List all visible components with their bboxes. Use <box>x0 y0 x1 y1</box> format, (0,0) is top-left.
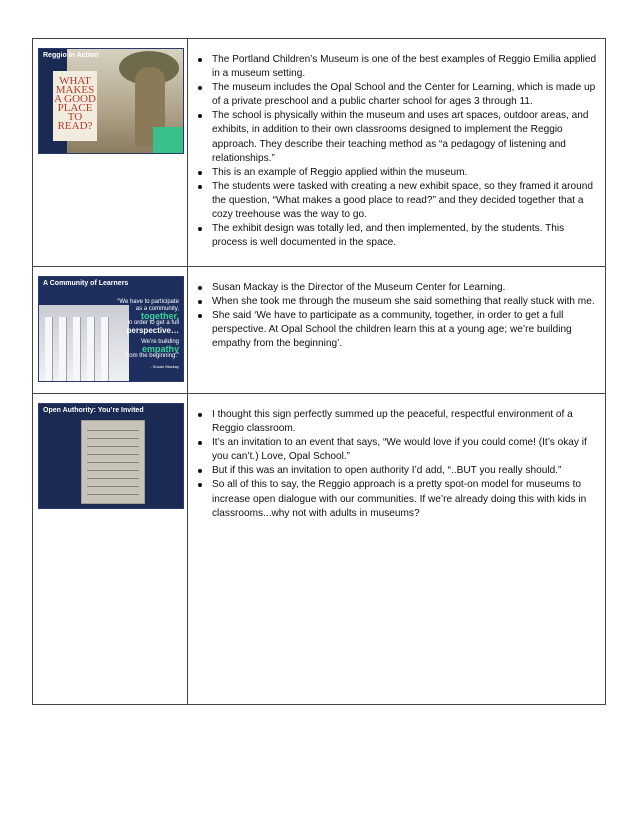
bullet-list <box>198 53 597 250</box>
quote-line: empathy <box>141 344 179 354</box>
slide-thumbnail-open-authority <box>39 404 183 508</box>
list-item: So all of this to say, the Reggio approach is a pretty spot-on model for museums to increase open dialogue with our communities. If we’re already doing this with kids in classrooms...why not with adults in museums? <box>198 478 597 520</box>
content-table <box>32 38 606 705</box>
invitation-sign-photo <box>81 420 145 504</box>
list-item: When she took me through the museum she said something that really stuck with me. <box>198 295 597 309</box>
bullet-list <box>198 408 597 521</box>
list-item: The school is physically within the museum and uses art spaces, outdoor areas, and exhibits, in addition to their own classrooms designed to implement the Reggio approach. They describe their teaching method as “a pedagogy of listening and relationships.” <box>198 109 597 165</box>
table-row <box>33 267 605 394</box>
list-item: The museum includes the Opal School and the Center for Learning, which is made up of a private preschool and a public charter school for ages 3 through 11. <box>198 81 597 109</box>
quote-line: in order to get a full <box>127 320 179 326</box>
list-item: She said ‘We have to participate as a community, together, in order to get a full perspective. At Opal School the children learn this at a young age; we’re building empathy from the beginning’. <box>198 309 597 351</box>
list-item: It’s an invitation to an event that says, “We would love if you could come! (It’s okay if you can’t.) Love, Opal School.” <box>198 436 597 464</box>
table-row <box>33 39 605 267</box>
table-row <box>33 394 605 705</box>
exhibit-sign-text: WHAT MAKES A GOOD PLACE TO READ? <box>54 75 96 132</box>
quote-signature: - Susan Mackay <box>150 364 179 369</box>
list-item: The students were tasked with creating a new exhibit space, so they framed it around the question, “What makes a good place to read?” and they decided together that a cozy treehouse was the way to go. <box>198 180 597 222</box>
list-item: But if this was an invitation to open authority I’d add, “..BUT you really should.” <box>198 464 597 478</box>
quote-line: perspective… <box>126 326 179 335</box>
pillar <box>73 317 80 381</box>
quote-line: “We have to participate <box>117 299 179 305</box>
list-item: The exhibit design was totally led, and then implemented, by the students. This process is well documented in the space. <box>198 222 597 250</box>
pillar <box>45 317 52 381</box>
slide-thumbnail-community-of-learners <box>39 277 183 381</box>
slide-thumbnail-reggio-in-action <box>39 49 183 153</box>
pillar <box>59 317 66 381</box>
list-item: I thought this sign perfectly summed up the peaceful, respectful environment of a Reggio classroom. <box>198 408 597 436</box>
exhibit-sign <box>53 71 97 141</box>
quote-line: together, <box>140 311 179 321</box>
quote-line: as a community, <box>135 306 179 312</box>
bullet-list <box>198 281 597 351</box>
slide-title: Open Authority: You’re Invited <box>43 407 144 414</box>
list-item: The Portland Children’s Museum is one of the best examples of Reggio Emilia applied in a museum setting. <box>198 53 597 81</box>
list-item: This is an example of Reggio applied within the museum. <box>198 166 597 180</box>
slide-quote <box>83 299 179 370</box>
slide-title: A Community of Learners <box>43 280 129 287</box>
green-light <box>153 127 183 153</box>
list-item: Susan Mackay is the Director of the Museum Center for Learning. <box>198 281 597 295</box>
quote-line: from the beginning.” <box>125 353 179 359</box>
quote-line: We’re building <box>141 339 179 345</box>
slide-title: Reggio in Action <box>43 52 99 59</box>
